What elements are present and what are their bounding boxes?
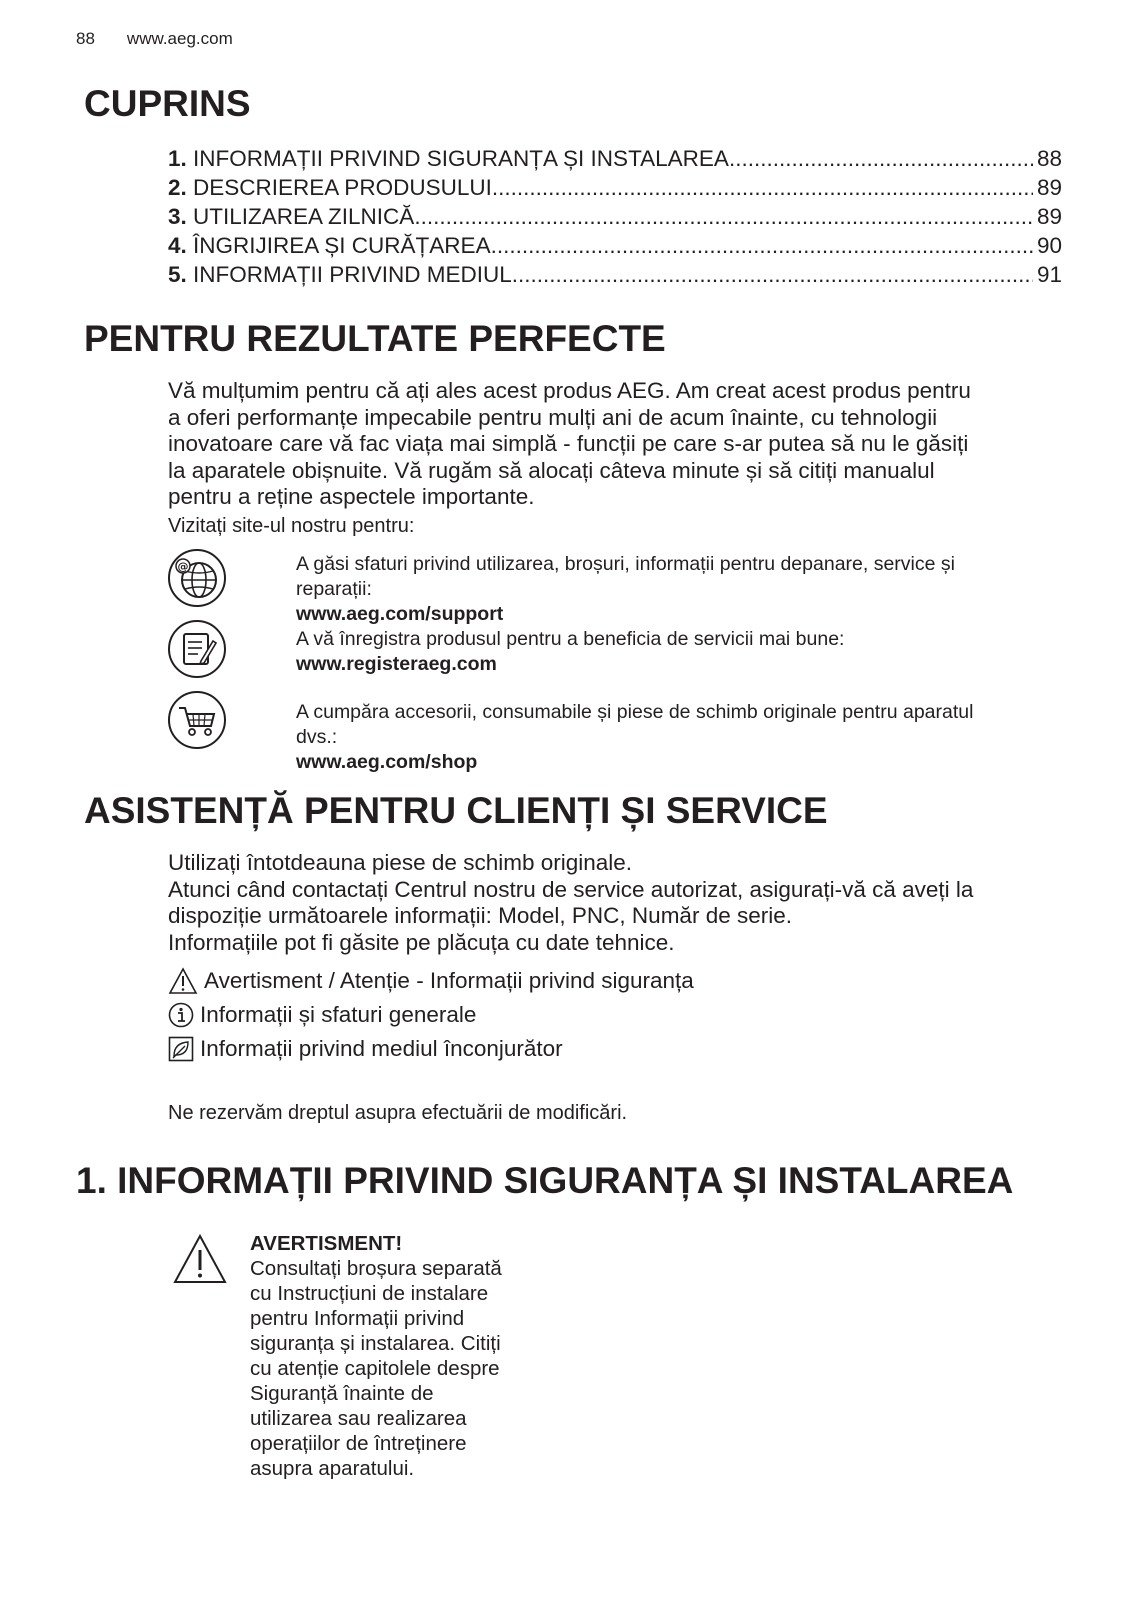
warning-title: AVERTISMENT! xyxy=(250,1232,403,1255)
legend-info: Informații și sfaturi generale xyxy=(168,1002,476,1028)
toc-item[interactable]: 1. INFORMAȚII PRIVIND SIGURANȚA ȘI INSTALAREA ..... 88 xyxy=(168,144,1062,173)
legend-warning: Avertisment / Atenție - Informații privind siguranța xyxy=(168,967,694,995)
svg-text:@: @ xyxy=(177,560,189,573)
page-header xyxy=(76,29,233,49)
toc-item[interactable]: 2. DESCRIEREA PRODUSULUI ..... 89 xyxy=(168,173,1062,202)
info-circle-icon xyxy=(168,1002,194,1028)
environment-leaf-icon xyxy=(168,1036,194,1062)
rights-notice: Ne rezervăm dreptul asupra efectuării de modificări. xyxy=(168,1102,628,1124)
support-service-item: A găsi sfaturi privind utilizarea, broșuri, informații pentru depanare, service și reparații: www.aeg.com/support A vă înregistra produsul pentru a beneficia de servicii mai bune: www.registeraeg.com xyxy=(296,553,955,675)
warning-triangle-icon xyxy=(168,967,198,995)
site-link[interactable]: www.aeg.com xyxy=(126,29,233,48)
shop-service-item: A cumpăra accesorii, consumabile și piese de schimb originale pentru aparatul dvs.: www.aeg.com/shop xyxy=(296,701,974,773)
legend-environment: Informații privind mediul înconjurător xyxy=(168,1036,563,1062)
shop-link[interactable]: www.aeg.com/shop xyxy=(296,751,478,773)
perfect-results-title: PENTRU REZULTATE PERFECTE xyxy=(84,318,666,359)
warning-block: AVERTISMENT! Consultați broșura separată cu Instrucțiuni de instalare pentru Informații privind siguranța și instalarea. Citiți cu atenție capitolele despre Siguranță înainte de utilizarea sau realizarea operațiilor de întreținere asupra aparatului. xyxy=(250,1231,550,1481)
table-of-contents xyxy=(168,144,1062,289)
contents-title: CUPRINS xyxy=(84,83,251,124)
toc-item[interactable]: 4. ÎNGRIJIREA ȘI CURĂȚAREA ..... 90 xyxy=(168,231,1062,260)
support-link[interactable]: www.aeg.com/support xyxy=(296,603,504,625)
support-paragraph: Utilizați întotdeauna piese de schimb originale. Atunci când contactați Centrul nostru de service autorizat, asigurați-vă că aveți la dispoziție următoarele informații: Model, PNC, Număr de serie. Informațiile pot fi găsite pe plăcuța cu date tehnice. xyxy=(168,850,974,955)
customer-support-title: ASISTENȚĂ PENTRU CLIENȚI ȘI SERVICE xyxy=(84,790,828,831)
register-icon xyxy=(167,619,227,679)
cart-icon xyxy=(167,690,227,750)
web-support-icon xyxy=(167,548,227,608)
page-number: 88 xyxy=(76,29,95,48)
visit-text: Vizitați site-ul nostru pentru: xyxy=(168,515,415,537)
toc-item[interactable]: 3. UTILIZAREA ZILNICĂ ..... 89 xyxy=(168,202,1062,231)
section-1-title: 1. INFORMAȚII PRIVIND SIGURANȚA ȘI INSTALAREA xyxy=(76,1160,1014,1201)
intro-paragraph: Vă mulțumim pentru că ați ales acest produs AEG. Am creat acest produs pentru a oferi performanțe impecabile pentru mulți ani de acum înainte, cu tehnologii inovatoare care vă fac viața mai simplă - funcții pe care s-ar putea să nu le găsiți la aparatele obișnuite. Vă rugăm să alocați câteva minute și să citiți manualul pentru a reține aspectele importante. xyxy=(168,378,971,509)
toc-item[interactable]: 5. INFORMAȚII PRIVIND MEDIUL ..... 91 xyxy=(168,260,1062,289)
warning-triangle-icon xyxy=(172,1233,228,1285)
register-link[interactable]: www.registeraeg.com xyxy=(296,653,497,675)
